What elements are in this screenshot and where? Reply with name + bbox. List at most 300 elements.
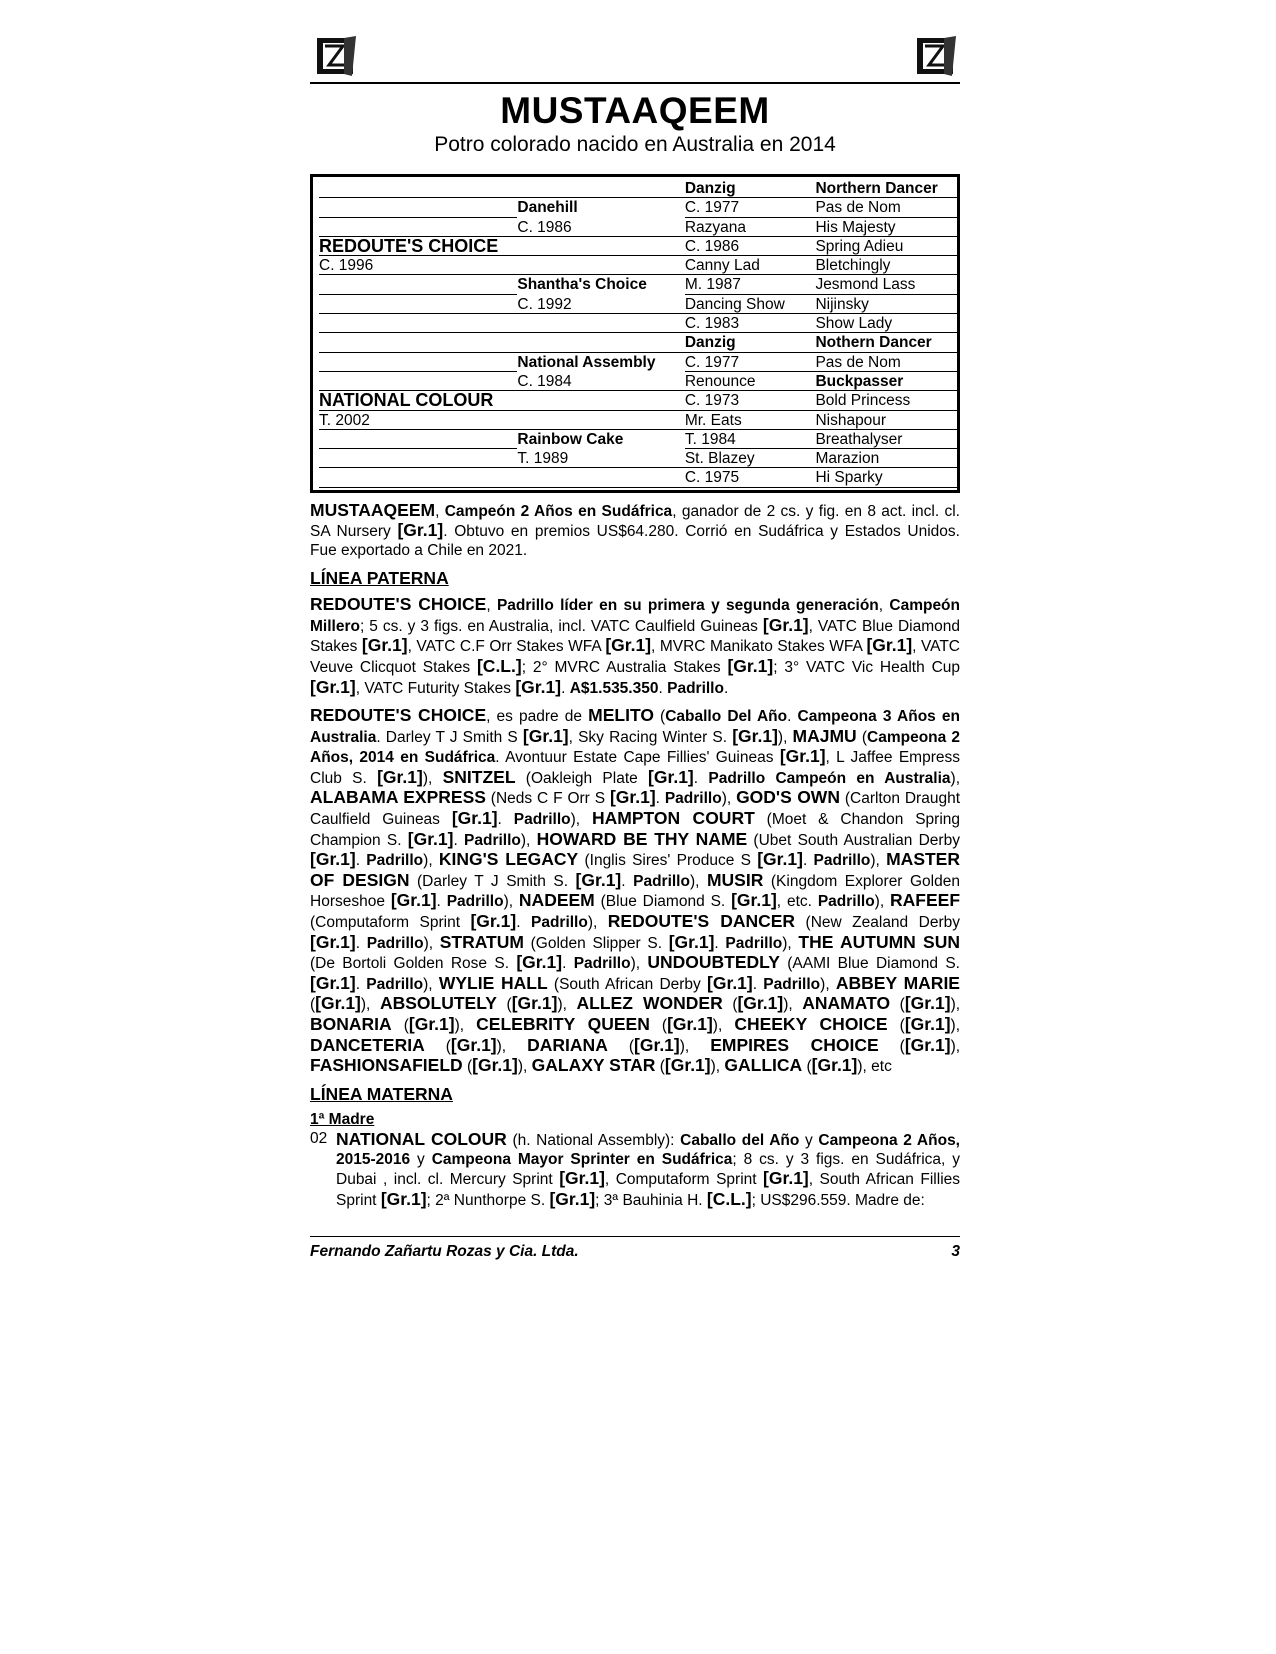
text-run: . <box>723 679 729 697</box>
pedigree-row <box>319 353 957 372</box>
horse-name: THE AUTUMN SUN <box>798 931 960 952</box>
footer <box>310 1236 960 1261</box>
pedigree-row <box>319 333 957 352</box>
horse-name: REDOUTE'S CHOICE <box>310 594 487 615</box>
race-grade: [Gr.1] <box>390 890 437 911</box>
text-run: ), <box>517 1058 532 1076</box>
text-run: . <box>436 893 447 911</box>
text-run: , VATC C.F Orr Stakes WFA <box>407 638 606 656</box>
race-grade: [Gr.1] <box>667 1014 713 1034</box>
text-run: , VATC Futurity Stakes <box>355 679 516 697</box>
pedigree-cell <box>319 468 517 487</box>
text-run: ), <box>423 852 439 870</box>
text-run: , <box>878 597 890 615</box>
section-linea-materna: LÍNEA MATERNA <box>310 1083 453 1104</box>
horse-name: UNDOUBTEDLY <box>647 952 780 973</box>
text-run: ; 5 cs. y 3 figs. en Australia, incl. VATC Caulfield Guineas <box>359 617 763 635</box>
text-run: (Neds C F Orr S <box>485 790 610 808</box>
horse-name: KING'S LEGACY <box>438 849 579 870</box>
text-run: . <box>655 790 665 808</box>
race-grade: [Gr.1] <box>811 1055 858 1076</box>
text-run: ), <box>557 996 577 1014</box>
pedigree-row <box>319 372 957 391</box>
pedigree-cell <box>319 198 517 217</box>
text-run: ( <box>722 996 738 1014</box>
text-run: , VATC Veuve Clicquot Stakes <box>310 638 960 676</box>
pedigree-cell: Renounce <box>685 372 816 391</box>
text-run: ( <box>649 1017 668 1034</box>
text-run: ), <box>870 852 887 870</box>
text-run: ), <box>950 1037 961 1055</box>
text-run: ; 3° VATC Vic Health Cup <box>773 658 960 676</box>
pedigree-cell: Canny Lad <box>685 256 816 275</box>
text-run: ), <box>503 893 519 911</box>
text-run: , ganador de 2 cs. y fig. en 8 act. incl. cl. SA Nursery <box>310 502 960 541</box>
section-linea-paterna: LÍNEA PATERNA <box>310 567 449 588</box>
paterna-paragraph-1 <box>310 595 960 698</box>
text-run: ), <box>710 1058 725 1076</box>
bold-text: Padrillo <box>633 872 690 890</box>
paterna-paragraph-2 <box>310 706 960 1077</box>
pedigree-cell <box>319 353 517 372</box>
pedigree-cell <box>319 372 517 391</box>
bold-text: Campeón 2 Años en Sudáfrica <box>444 502 673 520</box>
pedigree-cell: Shantha's Choice <box>517 276 647 294</box>
race-grade: [Gr.1] <box>310 931 356 952</box>
race-grade: [Gr.1] <box>549 1188 596 1209</box>
pedigree-cell: C. 1992 <box>517 295 684 314</box>
text-run: , etc. <box>776 893 818 911</box>
race-grade: [Gr.1] <box>757 849 803 870</box>
footer-page-number: 3 <box>951 1243 960 1260</box>
pedigree-cell: REDOUTE'S CHOICE <box>319 237 517 256</box>
text-run: . <box>562 955 574 973</box>
text-run: (Oakleigh Plate <box>515 769 649 787</box>
text-run: ( <box>607 1037 635 1055</box>
zl-monogram-logo <box>314 34 358 78</box>
bold-text: Padrillo <box>446 893 504 911</box>
text-run: , VATC Blue Diamond Stakes <box>310 617 960 656</box>
text-run: . <box>355 975 367 993</box>
pedigree-cell <box>319 179 517 198</box>
horse-name: STRATUM <box>439 931 524 952</box>
pedigree-cell: Show Lady <box>815 314 957 333</box>
horse-name: NATIONAL COLOUR <box>336 1128 507 1149</box>
pedigree-cell <box>517 237 684 256</box>
madre-year: 02 <box>310 1129 328 1147</box>
pedigree-cell: Danzig <box>685 333 816 352</box>
text-run: (Darley T J Smith S. <box>409 872 576 890</box>
bold-text: Padrillo <box>464 831 521 849</box>
race-grade: [Gr.1] <box>707 972 753 993</box>
pedigree-row <box>319 237 957 256</box>
pedigree-row <box>319 218 957 237</box>
pedigree-cell <box>517 333 684 352</box>
zl-monogram-logo <box>914 34 958 78</box>
race-grade: [Gr.1] <box>648 766 694 787</box>
race-grade: [Gr.1] <box>732 725 778 746</box>
race-grade: [Gr.1] <box>310 676 356 697</box>
horse-name: HAMPTON COURT <box>591 808 755 829</box>
text-run: ), <box>874 893 891 911</box>
pedigree-cell: Danzig <box>685 179 816 198</box>
text-run: , <box>486 597 497 615</box>
pedigree-cell: C. 1986 <box>517 218 684 237</box>
bold-text: A$1.535.350 <box>569 679 659 697</box>
text-run: . <box>621 872 634 890</box>
bold-text: Padrillo <box>366 934 424 952</box>
pedigree-cell: T. 2002 <box>319 411 517 430</box>
bold-text: Padrillo <box>667 679 724 697</box>
text-run: ), <box>570 811 592 829</box>
text-run: ), <box>950 996 961 1014</box>
text-run: (South African Derby <box>547 975 708 993</box>
text-run: ; 2ª Nunthorpe S. <box>426 1191 550 1209</box>
text-run: y <box>799 1131 819 1149</box>
pedigree-cell: T. 1989 <box>517 449 684 468</box>
race-grade: [Gr.1] <box>664 1055 711 1076</box>
race-grade: [Gr.1] <box>380 1188 427 1209</box>
horse-name-title: MUSTAAQEEM <box>500 90 770 131</box>
text-run: , MVRC Manikato Stakes WFA <box>651 638 867 656</box>
text-run: ), <box>689 872 707 890</box>
text-run: . <box>561 679 570 697</box>
race-grade: [Gr.1] <box>762 614 809 635</box>
text-run: . Avontuur Estate Cape Fillies' Guineas <box>495 749 780 767</box>
race-grade: [Gr.1] <box>634 1034 680 1055</box>
bold-text: Padrillo <box>817 893 875 911</box>
text-run: . <box>752 975 764 993</box>
race-grade: [Gr.1] <box>904 1014 951 1034</box>
text-run: ), <box>423 934 440 952</box>
text-run: (Moet & Chandon Spring Champion S. <box>310 811 960 849</box>
intro-paragraph <box>310 501 960 561</box>
horse-name: MELITO <box>588 705 654 726</box>
bold-text: Campeona 2 Años, 2014 en Sudáfrica <box>310 728 961 767</box>
text-run: ), <box>630 955 648 973</box>
text-run: . <box>802 852 814 870</box>
pedigree-cell <box>319 333 517 352</box>
bold-text: Padrillo <box>664 790 722 808</box>
horse-name: REDOUTE'S DANCER <box>607 911 796 932</box>
pedigree-row <box>319 468 957 487</box>
pedigree-row <box>319 295 957 314</box>
race-grade: [Gr.1] <box>904 993 951 1014</box>
text-run: , <box>435 502 445 520</box>
race-grade: [Gr.1] <box>866 635 913 656</box>
race-grade: [Gr.1] <box>408 1014 455 1034</box>
text-run: . Obtuvo en premios US$64.280. Corrió en Sudáfrica y Estados Unidos. Fue exportado a Chile en 2021. <box>310 523 960 559</box>
race-grade: [Gr.1] <box>515 676 562 697</box>
text-run: ( <box>462 1058 473 1076</box>
bold-text: Padrillo <box>725 934 783 952</box>
pedigree-cell: Breathalyser <box>815 430 957 449</box>
text-run: , South African Fillies Sprint <box>336 1171 961 1209</box>
text-run: , es padre de <box>486 708 589 726</box>
pedigree-cell <box>517 391 684 410</box>
race-grade: [Gr.1] <box>511 993 558 1014</box>
pedigree-row <box>319 198 957 217</box>
pedigree-row <box>319 391 957 410</box>
race-grade: [Gr.1] <box>361 635 408 656</box>
bold-text: Padrillo <box>366 975 424 993</box>
pedigree-cell: T. 1984 <box>685 430 816 449</box>
pedigree-cell <box>517 256 684 275</box>
pedigree-cell: Pas de Nom <box>815 198 957 217</box>
text-run: . <box>355 934 367 952</box>
horse-name: ALLEZ WONDER <box>576 993 723 1014</box>
bold-text: Padrillo líder en su primera y segunda generación <box>496 597 879 615</box>
horse-name: MUSIR <box>706 869 764 890</box>
text-run: . <box>355 852 367 870</box>
race-grade: [C.L.] <box>706 1188 752 1209</box>
text-run: ; 3ª Bauhinia H. <box>595 1191 707 1209</box>
pedigree-cell <box>517 179 684 198</box>
text-run: ), <box>679 1037 711 1055</box>
horse-name: EMPIRES CHOICE <box>710 1034 879 1055</box>
text-run: , L Jaffee Empress Club S. <box>310 749 960 787</box>
race-grade: [Gr.1] <box>522 725 569 746</box>
text-run: ), <box>587 914 608 932</box>
pedigree-row <box>319 449 957 468</box>
text-run: ), <box>712 1017 735 1034</box>
bold-text: Campeón Millero <box>310 597 960 635</box>
text-run: ), <box>783 996 803 1014</box>
text-run: ), <box>520 831 537 849</box>
text-run: ), etc <box>857 1058 892 1076</box>
race-grade: [Gr.1] <box>516 952 563 973</box>
pedigree-cell: M. 1987 <box>685 275 816 294</box>
bold-text: Caballo Del Año <box>665 708 788 726</box>
pedigree-cell: Northern Dancer <box>815 179 957 198</box>
pedigree-cell <box>319 314 517 333</box>
text-run: (AAMI Blue Diamond S. <box>779 955 960 973</box>
pedigree-cell: Rainbow Cake <box>517 430 624 448</box>
pedigree-cell: C. 1977 <box>685 353 816 372</box>
pedigree-cell: Bletchingly <box>815 256 957 275</box>
bold-text: Campeona 2 Años, 2015-2016 <box>336 1131 960 1168</box>
madre-entry <box>310 1130 960 1210</box>
race-grade: [Gr.1] <box>377 766 423 787</box>
pedigree-cell: Spring Adieu <box>815 237 957 256</box>
race-grade: [Gr.1] <box>779 746 826 767</box>
text-run: ), <box>422 769 443 787</box>
pedigree-row <box>319 179 957 198</box>
pedigree-cell: St. Blazey <box>685 449 816 468</box>
pedigree-cell: Danehill <box>517 199 578 217</box>
text-run: ( <box>878 1037 905 1055</box>
text-run: ( <box>887 1017 905 1034</box>
text-run: ( <box>655 1058 665 1076</box>
text-run: (Carlton Draught Caulfield Guineas <box>310 790 960 829</box>
horse-name: NADEEM <box>518 890 595 911</box>
pedigree-cell: C. 1975 <box>685 468 816 487</box>
pedigree-cell: Nishapour <box>815 411 957 430</box>
text-run: ( <box>890 996 905 1014</box>
text-run: ; 2° MVRC Australia Stakes <box>521 658 728 676</box>
horse-name: MUSTAAQEEM <box>310 499 436 520</box>
text-run: (Golden Slipper S. <box>523 934 669 952</box>
text-run: ; 8 cs. y 3 figs. en Sudáfrica, y Dubai , incl. cl. Mercury Sprint <box>336 1150 960 1189</box>
race-grade: [Gr.1] <box>605 635 652 656</box>
text-run: ), <box>454 1017 477 1034</box>
race-grade: [Gr.1] <box>763 1168 809 1189</box>
bold-text: Campeona 3 Años en Australia <box>310 708 960 746</box>
bold-text: Padrillo <box>573 955 631 973</box>
race-grade: [Gr.1] <box>472 1055 518 1076</box>
pedigree-cell: C. 1973 <box>685 391 816 410</box>
horse-name: RAFEEF <box>890 890 961 911</box>
pedigree-table <box>310 174 960 493</box>
pedigree-cell: C. 1984 <box>517 372 684 391</box>
bold-text: Padrillo Campeón en Australia <box>708 769 951 787</box>
pedigree-cell: Marazion <box>815 449 957 468</box>
text-run: ), <box>496 1037 528 1055</box>
text-run: (Kingdom Explorer Golden Horseshoe <box>310 872 960 911</box>
text-run: , Computaform Sprint <box>604 1171 764 1189</box>
race-grade: [Gr.1] <box>668 931 715 952</box>
pedigree-cell: Nothern Dancer <box>815 333 957 352</box>
pedigree-cell: C. 1983 <box>685 314 816 333</box>
text-run: (Inglis Sires' Produce S <box>578 852 758 870</box>
pedigree-cell: C. 1986 <box>685 237 816 256</box>
pedigree-row <box>319 275 957 294</box>
horse-name: WYLIE HALL <box>438 972 548 993</box>
text-run: ), <box>721 790 737 808</box>
text-run: ), <box>820 975 836 993</box>
race-grade: [Gr.1] <box>450 1034 497 1055</box>
text-run: . <box>693 769 709 787</box>
horse-name: DANCETERIA <box>310 1034 425 1055</box>
bold-text: Padrillo <box>530 914 588 932</box>
text-run: y <box>410 1150 432 1168</box>
race-grade: [Gr.1] <box>559 1168 605 1189</box>
madre-heading: 1ª Madre <box>310 1111 375 1129</box>
bold-text: Padrillo <box>513 811 571 829</box>
race-grade: [C.L.] <box>476 655 522 676</box>
text-run: ( <box>424 1037 451 1055</box>
pedigree-cell <box>517 411 684 430</box>
pedigree-cell: NATIONAL COLOUR <box>319 391 517 410</box>
horse-name: FASHIONSAFIELD <box>310 1055 463 1076</box>
race-grade: [Gr.1] <box>904 1034 951 1055</box>
pedigree-cell <box>319 449 517 468</box>
text-run: . <box>658 679 668 697</box>
text-run: (New Zealand Derby <box>795 914 960 932</box>
pedigree-cell <box>319 430 517 449</box>
horse-name: ANAMATO <box>802 993 891 1014</box>
race-grade: [Gr.1] <box>731 890 777 911</box>
race-grade: [Gr.1] <box>407 828 454 849</box>
text-run: ; US$296.559. Madre de: <box>751 1191 925 1209</box>
race-grade: [Gr.1] <box>310 849 356 870</box>
pedigree-row <box>319 411 957 430</box>
race-grade: [Gr.1] <box>470 911 517 932</box>
horse-name: GALLICA <box>724 1055 803 1076</box>
horse-name: GALAXY STAR <box>531 1055 656 1076</box>
race-grade: [Gr.1] <box>727 655 774 676</box>
pedigree-cell: Jesmond Lass <box>815 275 957 294</box>
text-run: ( <box>653 708 666 726</box>
text-run: . <box>714 934 726 952</box>
pedigree-cell: Razyana <box>685 218 816 237</box>
pedigree-cell <box>319 275 517 294</box>
horse-name: HOWARD BE THY NAME <box>536 828 748 849</box>
pedigree-cell: Hi Sparky <box>815 468 957 487</box>
pedigree-row <box>319 314 957 333</box>
pedigree-cell: Pas de Nom <box>815 353 957 372</box>
race-grade: [Gr.1] <box>451 808 498 829</box>
bold-text: Padrillo <box>366 852 424 870</box>
pedigree-cell: Dancing Show <box>685 295 816 314</box>
horse-name: MAJMU <box>792 725 857 746</box>
footer-company: Fernando Zañartu Rozas y Cia. Ltda. <box>310 1243 579 1260</box>
pedigree-cell <box>517 468 684 487</box>
pedigree-cell: Mr. Eats <box>685 411 816 430</box>
text-run: (Ubet South Australian Derby <box>747 831 960 849</box>
pedigree-row <box>319 256 957 275</box>
pedigree-cell: Nijinsky <box>815 295 957 314</box>
text-run: ), <box>423 975 439 993</box>
text-run: ), <box>360 996 380 1014</box>
horse-subtitle: Potro colorado nacido en Australia en 2014 <box>434 133 836 156</box>
text-run: . Darley T J Smith S <box>376 728 523 746</box>
pedigree-cell: His Majesty <box>815 218 957 237</box>
pedigree-cell: National Assembly <box>517 353 656 371</box>
text-run: (Computaform Sprint <box>310 914 471 932</box>
horse-name: REDOUTE'S CHOICE <box>310 705 487 726</box>
pedigree-cell <box>517 314 684 333</box>
text-run: ), <box>950 769 960 787</box>
race-grade: [Gr.1] <box>397 520 444 541</box>
horse-name: CHEEKY CHOICE <box>734 1014 888 1034</box>
horse-name: CELEBRITY QUEEN <box>476 1014 650 1034</box>
text-run: (h. National Assembly): <box>506 1131 681 1149</box>
pedigree-cell: Buckpasser <box>815 372 957 391</box>
race-grade: [Gr.1] <box>575 869 622 890</box>
text-run: . <box>516 914 531 932</box>
bold-text: Padrillo <box>763 975 821 993</box>
text-run: ( <box>496 996 512 1014</box>
pedigree-cell: C. 1977 <box>685 198 816 217</box>
bold-text: Padrillo <box>813 852 871 870</box>
bold-text: Campeona Mayor Sprinter en Sudáfrica <box>431 1150 733 1168</box>
horse-name: DARIANA <box>527 1034 608 1055</box>
text-run: ), <box>777 728 793 746</box>
race-grade: [Gr.1] <box>310 972 356 993</box>
text-run: (De Bortoli Golden Rose S. <box>310 955 517 973</box>
text-run: . <box>787 708 798 726</box>
pedigree-cell: C. 1996 <box>319 256 517 275</box>
text-run: . <box>453 831 465 849</box>
pedigree-cell: Bold Princess <box>815 391 957 410</box>
madre-text <box>336 1130 960 1210</box>
pedigree-row <box>319 430 957 449</box>
text-run: . <box>497 811 514 829</box>
horse-name: MASTER OF DESIGN <box>310 849 960 890</box>
horse-name: SNITZEL <box>442 766 516 787</box>
horse-name: GOD'S OWN <box>736 787 840 808</box>
race-grade: [Gr.1] <box>609 787 656 808</box>
text-run: (Blue Diamond S. <box>594 893 732 911</box>
horse-name: ALABAMA EXPRESS <box>310 787 486 808</box>
page <box>310 30 960 1210</box>
bold-text: Caballo del Año <box>680 1131 800 1149</box>
horse-name: ABBEY MARIE <box>835 972 960 993</box>
race-grade: [Gr.1] <box>737 993 784 1014</box>
text-run: ), <box>950 1017 961 1034</box>
horse-name: ABSOLUTELY <box>379 993 497 1014</box>
